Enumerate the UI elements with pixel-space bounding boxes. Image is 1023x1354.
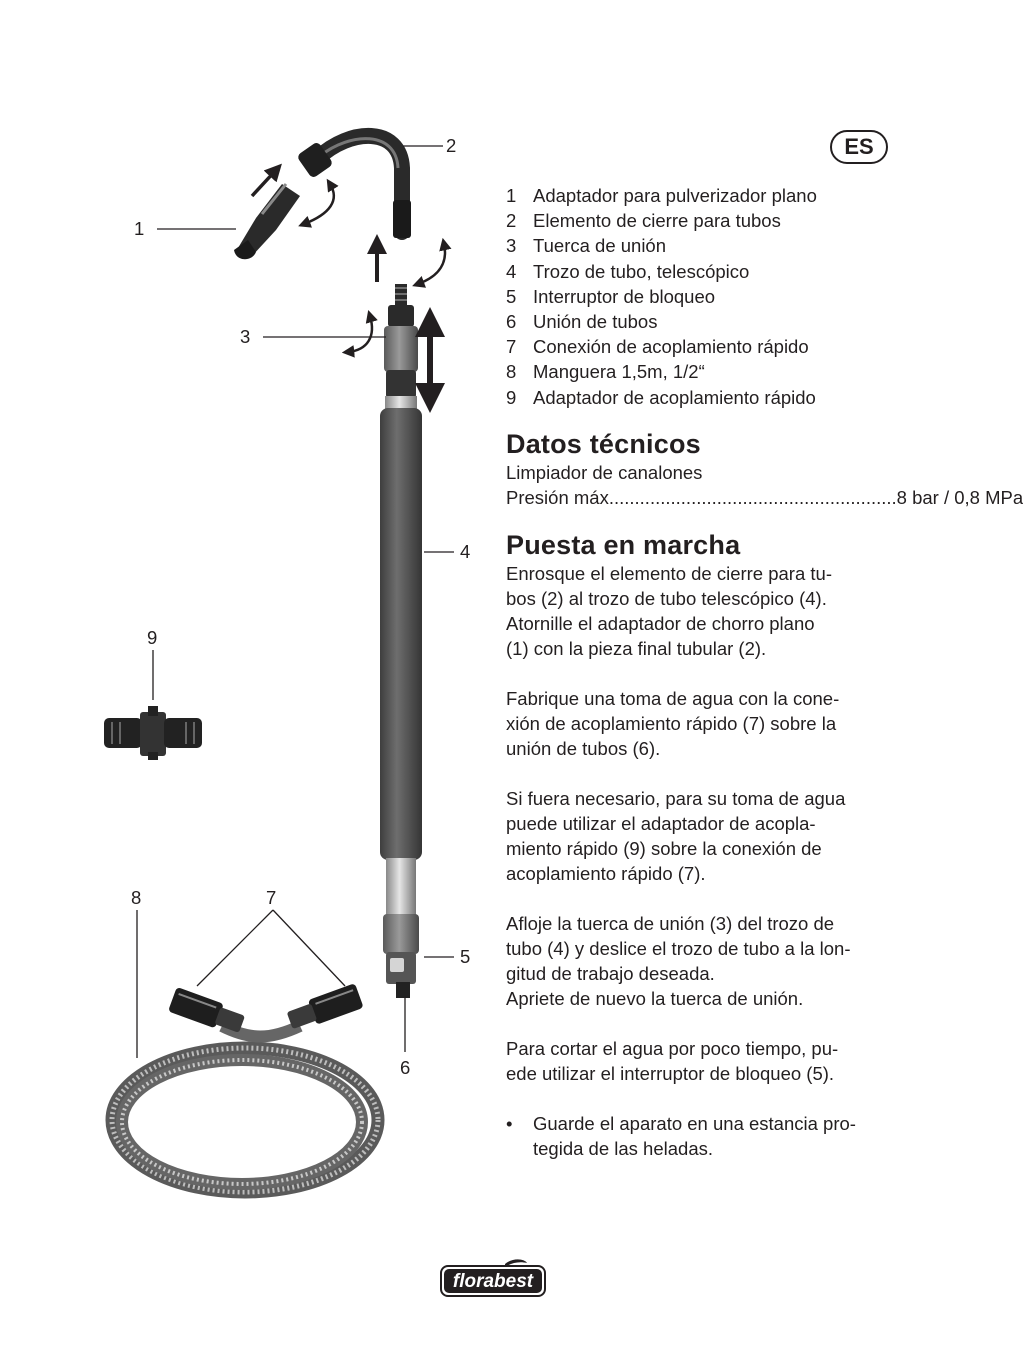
callout-1: 1 [134,218,145,239]
callout-5: 5 [460,946,471,967]
list-item: 5 Interruptor de bloqueo [506,285,716,307]
callout-6: 6 [400,1057,411,1078]
pole-top-fittings [384,284,418,398]
bullet-icon: • [506,1113,513,1134]
closure-tube-part [296,136,411,238]
paragraph: Enrosque el elemento de cierre para tu- bos (2) al trozo de tubo telescópico (4). Atornille el adaptador de chorro plano (1) con la pieza final tubular (2). [506,563,832,659]
coupling-adapter-part [104,706,202,760]
list-item: 1 Adaptador para pulverizador plano [506,185,817,206]
callout-7: 7 [266,887,277,908]
list-item: 4 Trozo de tubo, telescópico [506,260,750,282]
callout-2: 2 [446,135,457,156]
hose-part [112,1026,378,1192]
list-item: 6 Unión de tubos [506,310,658,332]
spray-adapter-part [234,184,300,259]
list-item: 3 Tuerca de unión [506,235,667,257]
tech-product: Limpiador de canalones [506,462,703,483]
svg-text:florabest: florabest [452,1271,534,1292]
quick-connectors-part [168,983,364,1036]
telescopic-pole [380,396,422,998]
paragraph: Fabrique una toma de agua con la cone- xión de acoplamiento rápido (7) sobre la unión de tubos (6). [506,688,840,759]
tech-pressure: Presión máx ........................................................ 8 bar / 0,8 MPa [506,487,1023,508]
list-item: 2 Elemento de cierre para tubos [506,210,781,232]
callout-9: 9 [147,627,158,648]
startup-heading: Puesta en marcha [506,530,741,560]
list-item: 8 Manguera 1,5m, 1/2“ [506,361,705,383]
paragraph: Si fuera necesario, para su toma de agua puede utilizar el adaptador de acopla- miento rápido (9) sobre la conexión de acoplamiento rápido (7). [506,788,846,884]
list-item: 9 Adaptador de acoplamiento rápido [506,386,816,408]
tech-heading: Datos técnicos [506,429,701,459]
callout-3: 3 [240,326,251,347]
callout-8: 8 [131,887,142,908]
paragraph: Para cortar el agua por poco tiempo, pu- ede utilizar el interruptor de bloqueo (5). [506,1038,839,1084]
paragraph: Afloje la tuerca de unión (3) del trozo de tubo (4) y deslice el trozo de tubo a la lon- gitud de trabajo deseada. Apriete de nuevo la tuerca de unión. [506,913,851,1009]
florabest-logo [439,1258,547,1298]
callout-4: 4 [460,541,471,562]
language-badge: ES [830,130,888,164]
bullet-item: • Guarde el aparato en una estancia pro- tegida de las heladas. [506,1113,856,1159]
list-item: 7 Conexión de acoplamiento rápido [506,336,809,358]
